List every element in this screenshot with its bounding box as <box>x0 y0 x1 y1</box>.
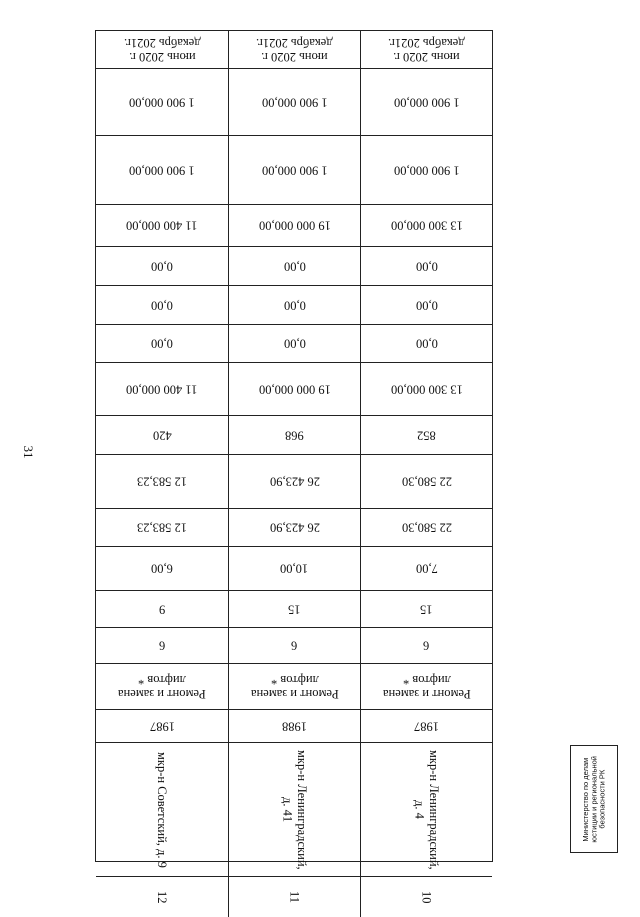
residents-row <box>96 416 492 455</box>
cell-text: 6,00 <box>151 561 173 576</box>
cell-text: июнь 2020 г. декабрь 2021г. <box>388 35 465 64</box>
table-cell <box>96 455 229 508</box>
page-number: 31 <box>21 445 36 459</box>
cell-text: 11 400 000,00 <box>126 218 198 233</box>
table-cell <box>361 509 492 546</box>
table-cell <box>229 710 361 742</box>
zero-3-row <box>96 325 492 363</box>
table-cell <box>96 416 229 454</box>
table-cell <box>96 69 229 135</box>
zero-2-row <box>96 286 492 325</box>
lifts-row <box>96 547 492 591</box>
table-cell <box>96 136 229 204</box>
index-row <box>96 877 492 917</box>
cell-text: 7,00 <box>415 561 438 576</box>
total-row <box>96 363 492 416</box>
table-cell <box>361 628 492 663</box>
cell-text: 11 <box>287 890 302 904</box>
cell-text: 6 <box>158 638 166 653</box>
cell-text: 12 583,23 <box>137 520 187 535</box>
cell-text: 6 <box>291 638 298 653</box>
table-cell <box>229 205 361 246</box>
cell-text: 1 900 000,00 <box>393 163 460 178</box>
cell-text: мкр-н Советский, д. 9 <box>155 751 170 868</box>
cell-text: 1 900 000,00 <box>261 163 328 178</box>
cell-text: 0,00 <box>283 259 306 274</box>
cell-text: 10,00 <box>280 561 309 576</box>
cell-text: 22 580,30 <box>401 474 452 489</box>
cell-text: 1 900 000,00 <box>393 95 460 110</box>
cell-text: 0,00 <box>415 259 438 274</box>
table-cell <box>229 325 361 362</box>
table-cell <box>96 286 229 324</box>
table-cell <box>361 31 492 68</box>
table-cell <box>361 547 492 590</box>
table-cell <box>229 547 361 590</box>
amount-1-row <box>96 69 492 136</box>
table-cell <box>361 325 492 362</box>
table-cell <box>361 664 492 709</box>
cell-text: 1987 <box>149 719 175 734</box>
cell-text: мкр-н Ленинградский, д. 41 <box>280 749 309 870</box>
lift-repair-table <box>95 30 493 904</box>
amount-2-row <box>96 136 492 205</box>
table-cell <box>229 136 361 204</box>
amount-3-row <box>96 205 492 247</box>
table-cell <box>96 205 229 246</box>
cell-text: 0,00 <box>151 336 173 351</box>
cell-text: 420 <box>152 428 172 443</box>
cell-text: 19 000 000,00 <box>258 382 331 397</box>
table-cell <box>229 455 361 508</box>
table-cell <box>361 136 492 204</box>
cell-text: 9 <box>158 602 166 617</box>
table-cell <box>96 877 229 917</box>
year-row <box>96 710 492 743</box>
zero-1-row <box>96 247 492 286</box>
table-cell <box>361 286 492 324</box>
table-cell <box>96 509 229 546</box>
table-cell <box>96 743 229 876</box>
cell-text: 1 900 000,00 <box>261 95 328 110</box>
cell-text: 0,00 <box>283 336 306 351</box>
table-cell <box>96 591 229 627</box>
table-cell <box>229 743 361 876</box>
table-cell <box>361 455 492 508</box>
cell-text: 15 <box>288 602 301 617</box>
cell-text: 15 <box>420 602 433 617</box>
table-cell <box>96 710 229 742</box>
table-cell <box>361 363 492 415</box>
table-cell <box>361 69 492 135</box>
table-cell <box>361 205 492 246</box>
work-type-row <box>96 664 492 710</box>
cell-text: 11 400 000,00 <box>126 382 198 397</box>
cell-text: 19 000 000,00 <box>258 218 331 233</box>
table-cell <box>229 591 361 627</box>
table-cell <box>361 877 492 917</box>
table-cell <box>229 664 361 709</box>
cell-text: 0,00 <box>151 298 173 313</box>
cell-text: 26 423,90 <box>269 520 320 535</box>
cell-text: Ремонт и замена лифтов * <box>382 672 471 701</box>
cell-text: 0,00 <box>415 336 438 351</box>
table-cell <box>96 247 229 285</box>
cell-text: Ремонт и замена лифтов * <box>118 672 206 701</box>
cell-text: 0,00 <box>283 298 306 313</box>
address-row <box>96 743 492 877</box>
cell-text: 0,00 <box>151 259 173 274</box>
cell-text: 0,00 <box>415 298 438 313</box>
table-cell <box>96 547 229 590</box>
table-cell <box>361 416 492 454</box>
cell-text: Ремонт и замена лифтов * <box>250 672 339 701</box>
cell-text: 10 <box>419 890 434 904</box>
stamp-text: Министерство по делам юстиции и региональной безопасности РК <box>580 755 607 843</box>
cell-text: мкр-н Ленинградский, д. 4 <box>412 749 441 870</box>
cell-text: 13 300 000,00 <box>390 218 463 233</box>
cell-text: 1 900 000,00 <box>129 163 195 178</box>
table-cell <box>96 325 229 362</box>
table-cell <box>361 591 492 627</box>
table-cell <box>229 416 361 454</box>
cell-text: июнь 2020 г. декабрь 2021г. <box>123 35 201 64</box>
cell-text: 26 423,90 <box>269 474 320 489</box>
table-cell <box>229 363 361 415</box>
table-cell <box>96 664 229 709</box>
cell-text: 22 580,30 <box>401 520 452 535</box>
table-cell <box>229 877 361 917</box>
cell-text: 6 <box>423 638 430 653</box>
cell-text: июнь 2020 г. декабрь 2021г. <box>256 35 333 64</box>
table-cell <box>96 628 229 663</box>
area-1-row <box>96 455 492 509</box>
cell-text: 12 583,23 <box>137 474 187 489</box>
area-2-row <box>96 509 492 547</box>
table-cell <box>229 247 361 285</box>
table-cell <box>229 628 361 663</box>
ministry-stamp <box>570 745 618 853</box>
entrances-row <box>96 628 492 664</box>
table-cell <box>229 509 361 546</box>
cell-text: 1987 <box>414 719 439 734</box>
floors-row <box>96 591 492 628</box>
period-row <box>96 31 492 69</box>
table-cell <box>361 710 492 742</box>
cell-text: 13 300 000,00 <box>390 382 463 397</box>
cell-text: 1 900 000,00 <box>129 95 195 110</box>
table-cell <box>96 31 229 68</box>
cell-text: 1988 <box>282 719 307 734</box>
table-cell <box>229 286 361 324</box>
table-cell <box>229 69 361 135</box>
table-cell <box>229 31 361 68</box>
table-cell <box>361 247 492 285</box>
cell-text: 968 <box>285 428 304 443</box>
cell-text: 852 <box>417 428 436 443</box>
cell-text: 12 <box>155 890 170 904</box>
table-cell <box>361 743 492 876</box>
table-cell <box>96 363 229 415</box>
